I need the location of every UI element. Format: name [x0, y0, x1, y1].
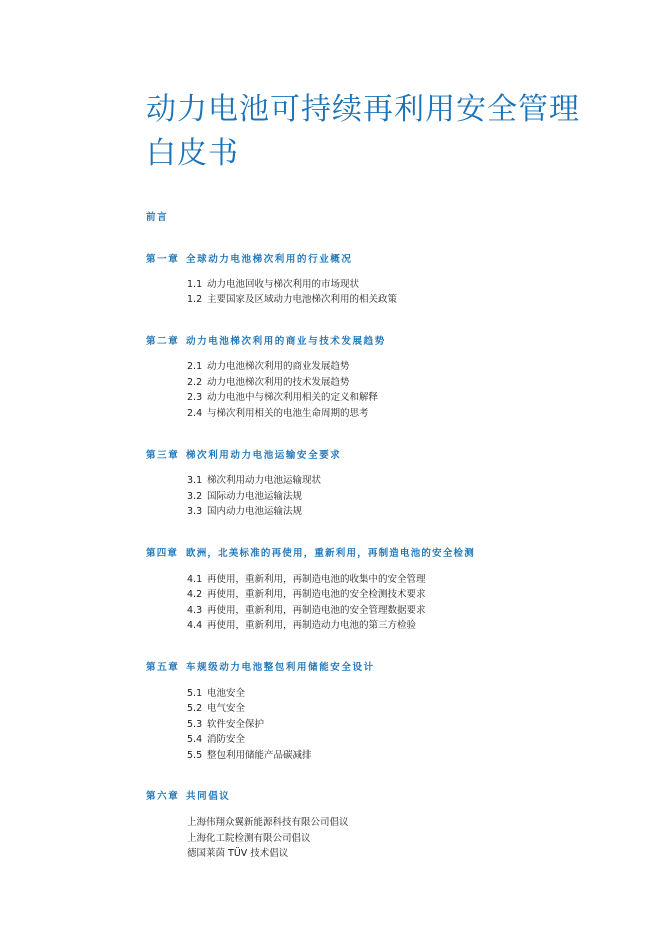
chapter-number: 第一章: [146, 254, 180, 265]
section-number: 2.4: [187, 408, 203, 419]
section-number: 5.1: [187, 688, 203, 699]
toc-section-5-5[interactable]: [187, 747, 312, 761]
toc-chapter-2[interactable]: [146, 333, 386, 347]
section-title: 与梯次利用相关的电池生命周期的思考: [207, 408, 369, 419]
toc-section-2-2[interactable]: [187, 374, 350, 388]
section-title: 再使用，重新利用，再制造电池的安全管理数据要求: [207, 605, 426, 616]
toc-section-3-3[interactable]: [187, 503, 302, 517]
section-title: 国内动力电池运输法规: [207, 506, 303, 517]
toc-chapter-5[interactable]: [146, 659, 375, 673]
toc-section-2-1[interactable]: [187, 358, 350, 372]
section-title: 动力电池回收与梯次利用的市场现状: [207, 279, 360, 290]
toc-section-5-4[interactable]: [187, 731, 245, 745]
section-number: 4.3: [187, 605, 203, 616]
chapter-title: 动力电池梯次利用的商业与技术发展趋势: [186, 336, 386, 347]
section-title: 国际动力电池运输法规: [207, 491, 303, 502]
chapter-title: 车规级动力电池整包利用储能安全设计: [186, 662, 375, 673]
toc-section-2-3[interactable]: [187, 389, 378, 403]
toc-section-4-2[interactable]: [187, 586, 426, 600]
section-number: 2.3: [187, 392, 203, 403]
section-title: 动力电池梯次利用的商业发展趋势: [207, 361, 350, 372]
section-title: 消防安全: [207, 734, 246, 745]
section-title: 动力电池梯次利用的技术发展趋势: [207, 377, 350, 388]
toc-entry-6-1[interactable]: 上海伟翔众翼新能源科技有限公司倡议: [187, 817, 349, 828]
toc-preface[interactable]: 前言: [146, 212, 169, 223]
toc-section-4-4[interactable]: [187, 617, 416, 631]
toc-section-5-1[interactable]: [187, 685, 245, 699]
toc-section-5-3[interactable]: [187, 716, 264, 730]
toc-section-3-1[interactable]: [187, 472, 321, 486]
chapter-number: 第六章: [146, 791, 180, 802]
toc-chapter-1[interactable]: [146, 251, 353, 265]
chapter-title: 共同倡议: [186, 791, 231, 802]
section-number: 1.2: [187, 294, 203, 305]
document-title: [146, 88, 616, 176]
section-title: 梯次利用动力电池运输现状: [207, 475, 322, 486]
section-title: 电气安全: [207, 703, 246, 714]
toc-section-3-2[interactable]: [187, 488, 302, 502]
toc-chapter-4[interactable]: [146, 545, 475, 559]
toc-chapter-3[interactable]: [146, 447, 341, 461]
title-line-1: 动力电池可持续再利用安全管理: [146, 92, 580, 127]
section-number: 1.1: [187, 279, 203, 290]
chapter-number: 第二章: [146, 336, 180, 347]
section-number: 2.2: [187, 377, 203, 388]
section-number: 2.1: [187, 361, 203, 372]
section-number: 4.4: [187, 620, 203, 631]
section-title: 再使用，重新利用，再制造电池的收集中的安全管理: [207, 574, 426, 585]
chapter-title: 全球动力电池梯次利用的行业概况: [186, 254, 353, 265]
section-number: 5.4: [187, 734, 203, 745]
toc-section-4-1[interactable]: [187, 571, 426, 585]
chapter-title: 欧洲，北美标准的再使用，重新利用，再制造电池的安全检测: [186, 548, 475, 559]
section-number: 5.3: [187, 719, 203, 730]
chapter-number: 第三章: [146, 450, 180, 461]
chapter-number: 第四章: [146, 548, 179, 559]
toc-entry-6-3[interactable]: 德国莱茵 TÜV 技术倡议: [187, 848, 289, 859]
section-number: 5.2: [187, 703, 203, 714]
section-title: 再使用，重新利用，再制造电池的安全检测技术要求: [207, 589, 426, 600]
section-number: 5.5: [187, 750, 203, 761]
section-number: 4.2: [187, 589, 203, 600]
toc-section-4-3[interactable]: [187, 602, 426, 616]
section-title: 动力电池中与梯次利用相关的定义和解释: [207, 392, 379, 403]
section-number: 3.3: [187, 506, 203, 517]
section-title: 整包利用储能产品碳减排: [207, 750, 312, 761]
section-title: 电池安全: [207, 688, 246, 699]
toc-section-1-1[interactable]: [187, 276, 359, 290]
section-title: 主要国家及区域动力电池梯次利用的相关政策: [207, 294, 398, 305]
toc-section-5-2[interactable]: [187, 700, 245, 714]
section-number: 3.1: [187, 475, 203, 486]
toc-entry-6-2[interactable]: 上海化工院检测有限公司倡议: [187, 833, 311, 844]
section-number: 4.1: [187, 574, 203, 585]
toc-section-2-4[interactable]: [187, 405, 369, 419]
toc-chapter-6[interactable]: [146, 788, 230, 802]
chapter-number: 第五章: [146, 662, 180, 673]
section-title: 再使用，重新利用，再制造动力电池的第三方检验: [207, 620, 417, 631]
chapter-title: 梯次利用动力电池运输安全要求: [186, 450, 342, 461]
section-number: 3.2: [187, 491, 203, 502]
toc-section-1-2[interactable]: [187, 291, 397, 305]
section-title: 软件安全保护: [207, 719, 265, 730]
title-line-2: 白皮书: [146, 136, 239, 171]
